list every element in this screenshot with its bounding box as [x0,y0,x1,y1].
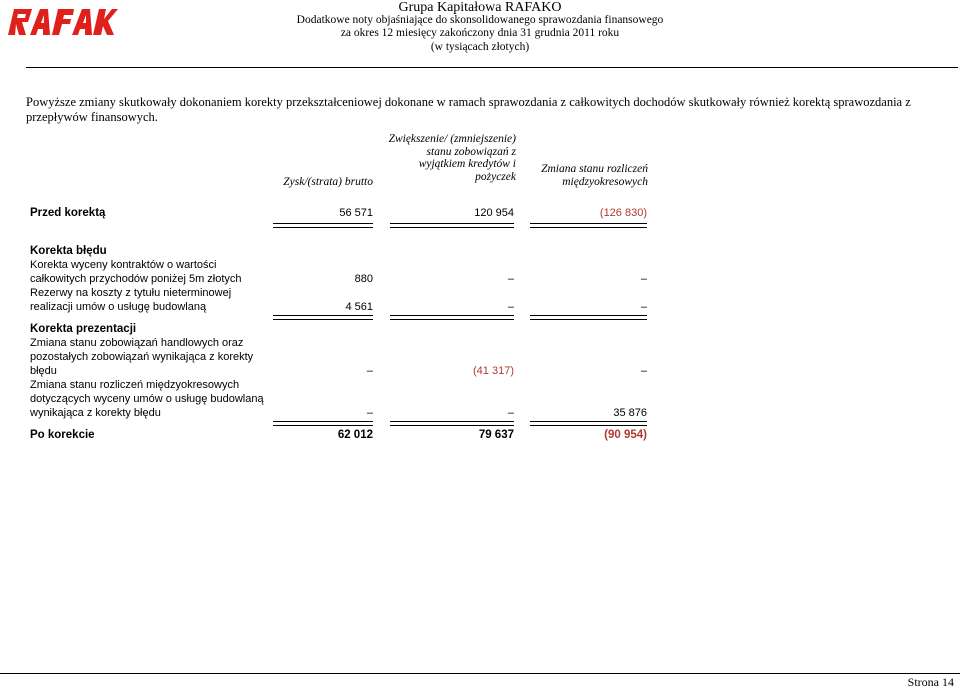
currency-units: (w tysiącach złotych) [430,41,530,53]
row-label-line: pozostałych zobowiązań wynikająca z korekty [30,351,254,363]
section-header-presentation-correction: Korekta prezentacji [30,323,137,335]
kb1-accruals-value: – [640,273,647,285]
kp2-accruals-value: 35 876 [613,407,647,419]
footer-divider [0,673,960,674]
column-header-accruals: Zmiana stanu rozliczeń międzyokresowych [541,163,648,188]
after-profit-value: 62 012 [337,429,373,441]
kp1-accruals-value: – [640,365,647,377]
reporting-period: za okres 12 miesięcy zakończony dnia 31 grudnia 2011 roku [340,27,620,39]
double-underline [530,223,647,228]
kp2-profit-value: – [366,407,373,419]
kp1-liabilities-value: (41 317) [473,365,514,377]
double-underline [530,315,647,320]
page-number: Strona 14 [907,675,954,689]
kb2-accruals-value: – [640,301,647,313]
double-underline [273,315,373,320]
double-underline [530,421,647,426]
double-underline [390,421,514,426]
after-accruals-value: (90 954) [604,429,647,441]
row-label-line: wynikająca z korekty błędu [30,407,161,419]
double-underline [273,223,373,228]
intro-paragraph: Powyższe zmiany skutkowały dokonaniem korekty przekształceniowej dokonane w ramach sprawozdania z całkowitych dochodów skutkowały również korektą sprawozdania z przepływów finansowych. [26,95,911,124]
row-label-line: całkowitych przychodów poniżej 5m złotych [30,273,242,285]
before-liabilities-value: 120 954 [474,207,514,219]
column-header-liabilities: Zwiększenie/ (zmniejszenie) stanu zobowiązań z wyjątkiem kredytów i pożyczek [388,133,516,183]
before-profit-value: 56 571 [339,207,373,219]
kp1-profit-value: – [366,365,373,377]
kb2-liabilities-value: – [507,301,514,313]
row-label-line: Zmiana stanu zobowiązań handlowych oraz [30,337,244,349]
row-label-line: błędu [30,365,57,377]
header-divider [26,67,958,68]
section-header-error-correction: Korekta błędu [30,245,107,257]
company-title: Grupa Kapitałowa RAFAKO [398,0,562,15]
row-label-line: realizacji umów o usługę budowlaną [30,301,207,313]
row-label-before: Przed korektą [30,207,106,219]
document-subtitle: Dodatkowe noty objaśniające do skonsolidowanego sprawozdania finansowego [296,14,664,26]
double-underline [390,223,514,228]
after-liabilities-value: 79 637 [478,429,514,441]
kp2-liabilities-value: – [507,407,514,419]
column-header-profit: Zysk/(strata) brutto [283,176,373,188]
row-label-line: Korekta wyceny kontraktów o wartości [30,259,217,271]
double-underline [390,315,514,320]
kb1-liabilities-value: – [507,273,514,285]
row-label-line: dotyczących wyceny umów o usługę budowlaną [30,393,264,405]
double-underline [273,421,373,426]
row-label-line: Zmiana stanu rozliczeń międzyokresowych [30,379,240,391]
row-label-line: Rezerwy na koszty z tytułu nieterminowej [30,287,232,299]
before-accruals-value: (126 830) [599,207,647,219]
row-label-after: Po korekcie [30,429,95,441]
kb2-profit-value: 4 561 [345,301,373,313]
kb1-profit-value: 880 [354,273,373,285]
